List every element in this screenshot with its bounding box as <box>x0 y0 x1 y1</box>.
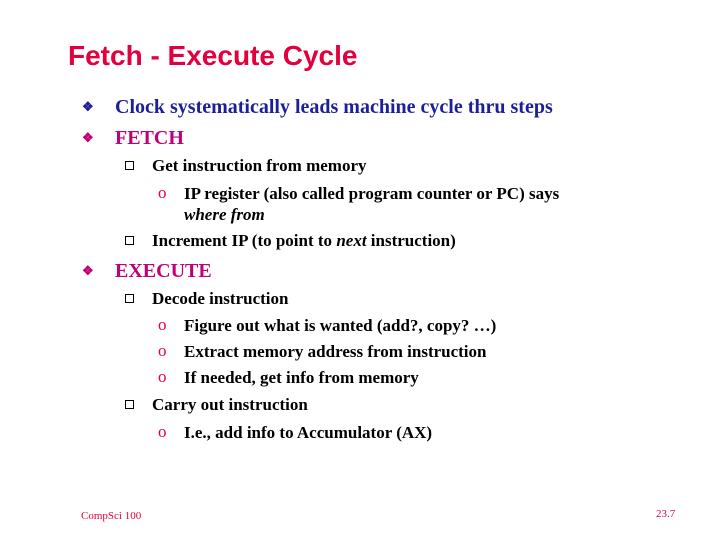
diamond-bullet-icon: ❖ <box>82 99 94 114</box>
sub-bullet-increment-ip <box>152 232 456 250</box>
sub-sub-bullet-ip-register <box>158 183 560 203</box>
bullet-fetch <box>82 127 184 149</box>
sub-bullet-text: Carry out instruction <box>152 395 308 414</box>
square-bullet-icon <box>125 236 134 245</box>
sub-bullet-text-c: instruction) <box>366 231 456 250</box>
sub-sub-bullet <box>158 422 433 442</box>
sub-sub-bullet-text: Extract memory address from instruction <box>184 342 487 361</box>
square-bullet-icon <box>125 161 134 170</box>
bullet-execute <box>82 260 212 282</box>
diamond-bullet-icon: ❖ <box>82 130 94 145</box>
sub-bullet-carry-out <box>152 396 308 414</box>
bullet-text: EXECUTE <box>115 260 212 282</box>
sub-bullet-decode <box>152 290 288 308</box>
sub-bullet-text-a: Increment IP (to point to <box>152 231 337 250</box>
circle-bullet-icon: o <box>158 341 167 360</box>
circle-bullet-icon: o <box>158 315 167 334</box>
sub-sub-bullet-text: I.e., add info to Accumulator (AX) <box>184 423 433 442</box>
bullet-text: Clock systematically leads machine cycle thru steps <box>115 96 553 118</box>
slide-title: Fetch - Execute Cycle <box>68 40 358 71</box>
sub-sub-bullet <box>158 367 419 387</box>
circle-bullet-icon: o <box>158 367 167 386</box>
footer-course: CompSci 100 <box>81 510 142 522</box>
sub-sub-bullet-text: If needed, get info from memory <box>184 368 419 387</box>
sub-bullet-text <box>152 231 456 250</box>
diamond-bullet-icon: ❖ <box>82 263 94 278</box>
bullet-clock <box>82 96 553 118</box>
sub-sub-bullet-ip-register-cont <box>184 206 265 224</box>
sub-bullet-text: Decode instruction <box>152 289 289 308</box>
sub-sub-bullet <box>158 341 487 361</box>
circle-bullet-icon: o <box>158 422 167 441</box>
sub-bullet-text: Get instruction from memory <box>152 156 367 175</box>
footer-slide-number: 23.7 <box>656 508 676 520</box>
sub-sub-bullet-text-italic: where from <box>184 205 265 224</box>
circle-bullet-icon: o <box>158 183 167 202</box>
bullet-text: FETCH <box>115 127 184 149</box>
sub-sub-bullet-text: Figure out what is wanted (add?, copy? …) <box>184 316 497 335</box>
sub-sub-bullet <box>158 315 497 335</box>
sub-bullet-text-b-italic: next <box>336 231 367 250</box>
sub-sub-bullet-text: IP register (also called program counter or PC) says <box>184 184 560 203</box>
sub-bullet-get-instruction <box>152 157 367 175</box>
square-bullet-icon <box>125 294 134 303</box>
square-bullet-icon <box>125 400 134 409</box>
